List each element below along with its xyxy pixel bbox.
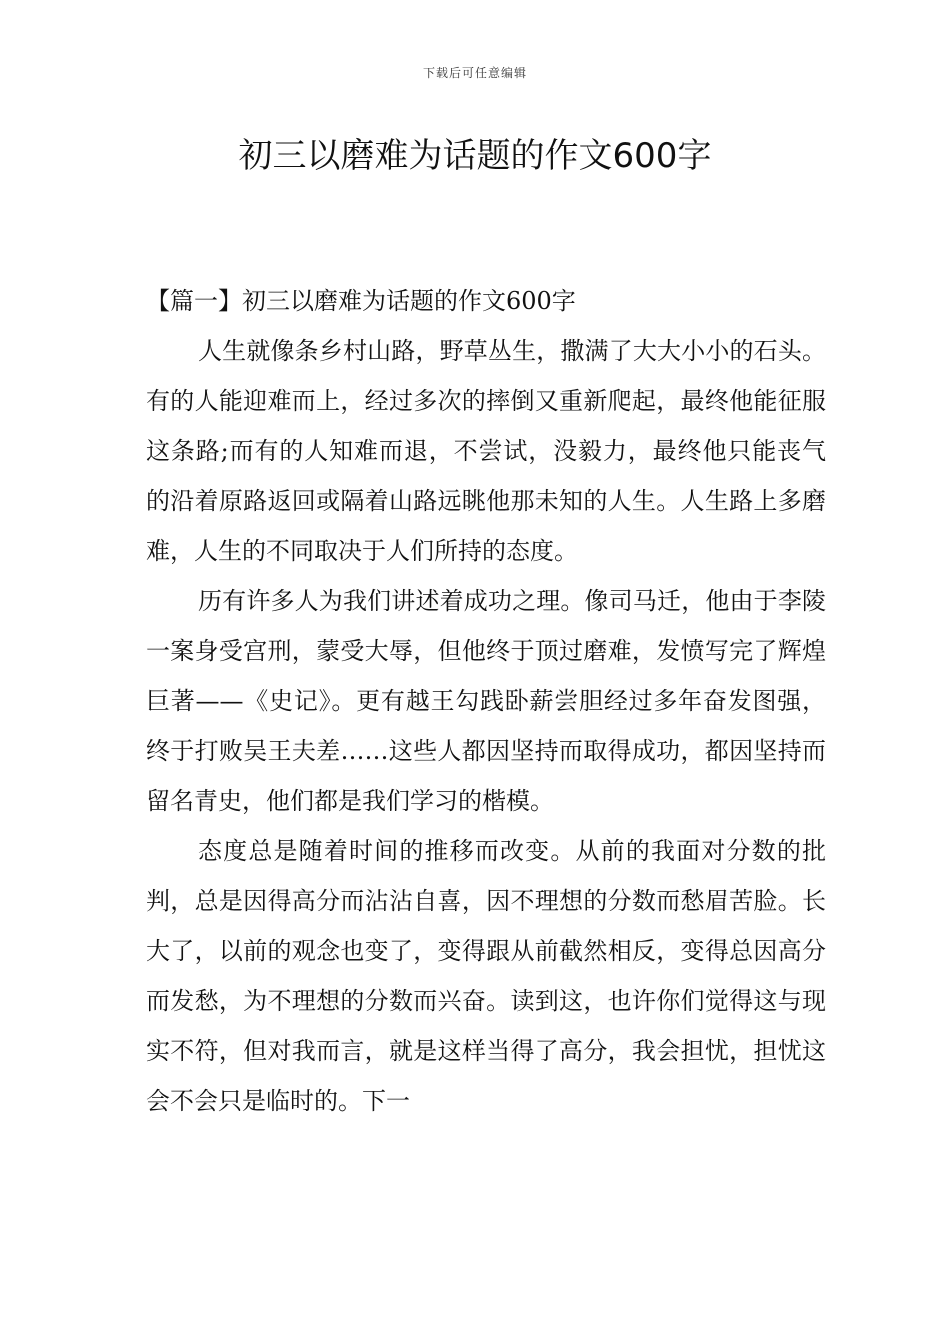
section-heading: 【篇一】初三以磨难为话题的作文600字: [146, 287, 576, 315]
document-body: [146, 276, 826, 1126]
paragraph-2: 历有许多人为我们讲述着成功之理。像司马迁，他由于李陵一案身受宫刑，蒙受大辱，但他终于顶过磨难，发愤写完了辉煌巨著——《史记》。更有越王勾践卧薪尝胆经过多年奋发图强，终于打败吴王夫差……这些人都因坚持而取得成功，都因坚持而留名青史，他们都是我们学习的楷模。: [146, 587, 826, 815]
document-title: 初三以磨难为话题的作文600字: [238, 136, 712, 176]
paragraph-1: 人生就像条乡村山路，野草丛生，撒满了大大小小的石头。有的人能迎难而上，经过多次的摔倒又重新爬起，最终他能征服这条路;而有的人知难而退，不尝试，没毅力，最终他只能丧气的沿着原路返回或隔着山路远眺他那未知的人生。人生路上多磨难，人生的不同取决于人们所持的态度。: [146, 337, 826, 565]
header-note: 下载后可任意编辑: [422, 66, 527, 80]
paragraph-3: 态度总是随着时间的推移而改变。从前的我面对分数的批判，总是因得高分而沾沾自喜，因不理想的分数而愁眉苦脸。长大了，以前的观念也变了，变得跟从前截然相反，变得总因高分而发愁，为不理想的分数而兴奋。读到这，也许你们觉得这与现实不符，但对我而言，就是这样当得了高分，我会担忧，担忧这会不会只是临时的。下一: [146, 837, 826, 1115]
